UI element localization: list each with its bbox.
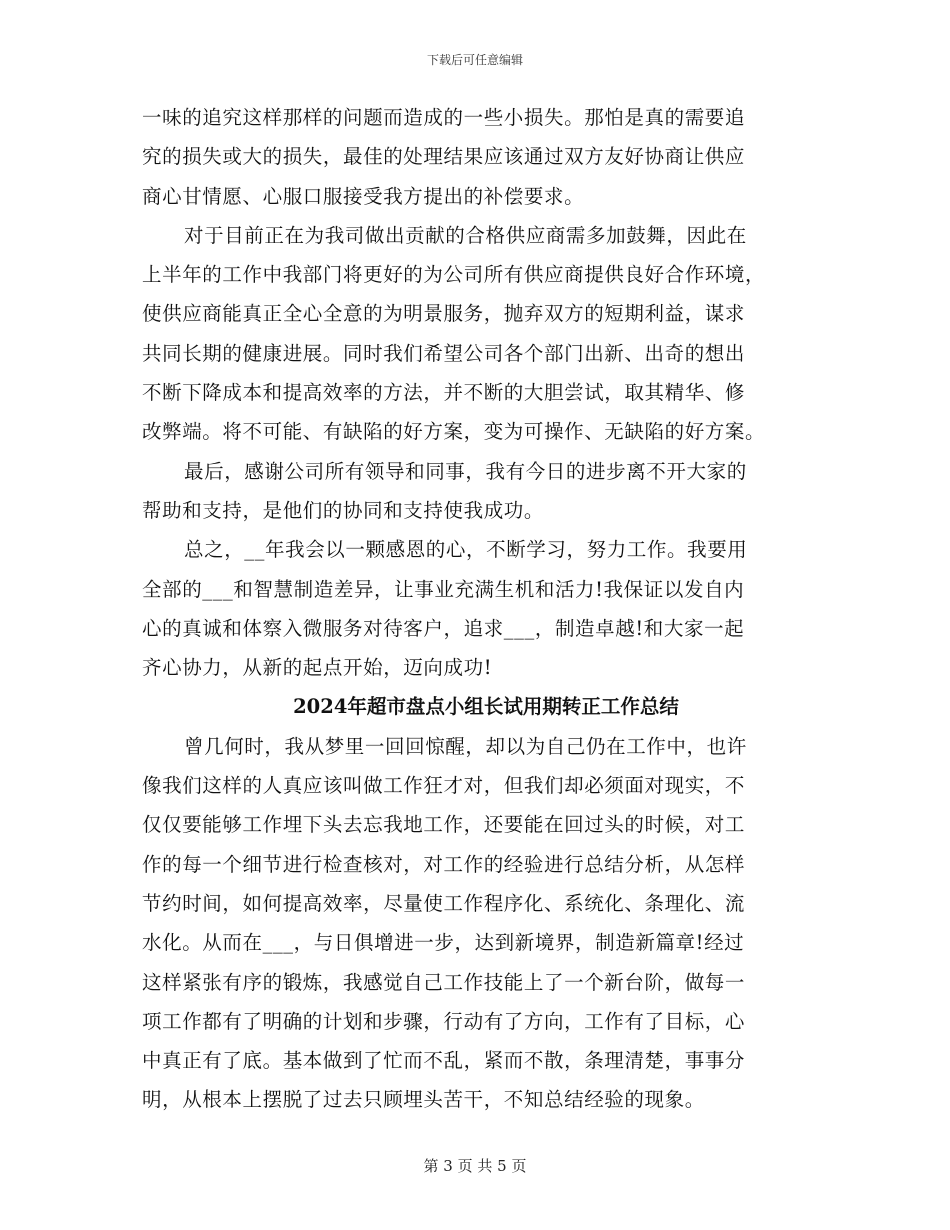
- text-line: 对于目前正在为我司做出贡献的合格供应商需多加鼓舞，因此在: [184, 223, 747, 247]
- text-line: 一味的追究这样那样的问题而造成的一些小损失。那怕是真的需要追: [142, 106, 746, 129]
- text-line: 使供应商能真正全心全意的为明景服务，抛弃双方的短期利益，谋求: [142, 302, 746, 326]
- text-line: 这样紧张有序的锻炼，我感觉自己工作技能上了一个新台阶，做每一: [142, 970, 746, 994]
- page-footer: 第 3 页 共 5 页: [423, 1157, 527, 1175]
- text-line: 帮助和支持，是他们的协同和支持使我成功。: [142, 498, 545, 522]
- text-line: 中真正有了底。基本做到了忙而不乱，紧而不散，条理清楚，事事分: [142, 1049, 746, 1073]
- text-line: 不断下降成本和提高效率的方法，并不断的大胆尝试，取其精华、修: [142, 381, 746, 405]
- text-line: 项工作都有了明确的计划和步骤，行动有了方向，工作有了目标，心: [142, 1009, 746, 1033]
- paragraph-4: [142, 530, 810, 687]
- section-paragraph: [142, 727, 810, 1120]
- text-line: 曾几何时，我从梦里一回回惊醒，却以为自己仍在工作中，也许: [184, 734, 747, 758]
- paragraph-2: [142, 216, 810, 452]
- text-line: 仅仅要能够工作埋下头去忘我地工作，还要能在回过头的时候，对工: [142, 813, 746, 837]
- paragraph-1: [142, 98, 810, 216]
- text-line: 心的真诚和体察入微服务对待客户，追求___，制造卓越!和大家一起: [142, 616, 745, 640]
- text-line: 作的每一个细节进行检查核对，对工作的经验进行总结分析，从怎样: [142, 852, 746, 876]
- text-line: 像我们这样的人真应该叫做工作狂才对，但我们却必须面对现实，不: [142, 774, 746, 798]
- text-line: 究的损失或大的损失，最佳的处理结果应该通过双方友好协商让供应: [142, 145, 746, 169]
- text-line: 总之，__年我会以一颗感恩的心，不断学习，努力工作。我要用: [184, 538, 748, 562]
- text-line: 齐心协力，从新的起点开始，迈向成功!: [142, 656, 493, 680]
- text-line: 改弊端。将不可能、有缺陷的好方案，变为可操作、无缺陷的好方案。: [142, 420, 766, 444]
- text-line: 最后，感谢公司所有领导和同事，我有今日的进步离不开大家的: [184, 459, 747, 483]
- text-line: 水化。从而在___，与日俱增进一步，达到新境界，制造新篇章!经过: [142, 931, 745, 955]
- text-line: 节约时间，如何提高效率，尽量使工作程序化、系统化、条理化、流: [142, 891, 746, 915]
- document-body: [142, 98, 810, 1120]
- text-line: 上半年的工作中我部门将更好的为公司所有供应商提供良好合作环境，: [142, 263, 766, 287]
- text-line: 共同长期的健康进展。同时我们希望公司各个部门出新、出奇的想出: [142, 341, 746, 365]
- paragraph-3: [142, 452, 810, 531]
- page-header: 下载后可任意编辑: [426, 53, 523, 67]
- text-line: 明，从根本上摆脱了过去只顾埋头苦干，不知总结经验的现象。: [142, 1088, 705, 1112]
- text-line: 全部的___和智慧制造差异，让事业充满生机和活力!我保证以发自内: [142, 577, 745, 601]
- text-line: 商心甘情愿、心服口服接受我方提出的补偿要求。: [142, 184, 585, 208]
- section-title: 2024年超市盘点小组长试用期转正工作总结: [293, 695, 679, 719]
